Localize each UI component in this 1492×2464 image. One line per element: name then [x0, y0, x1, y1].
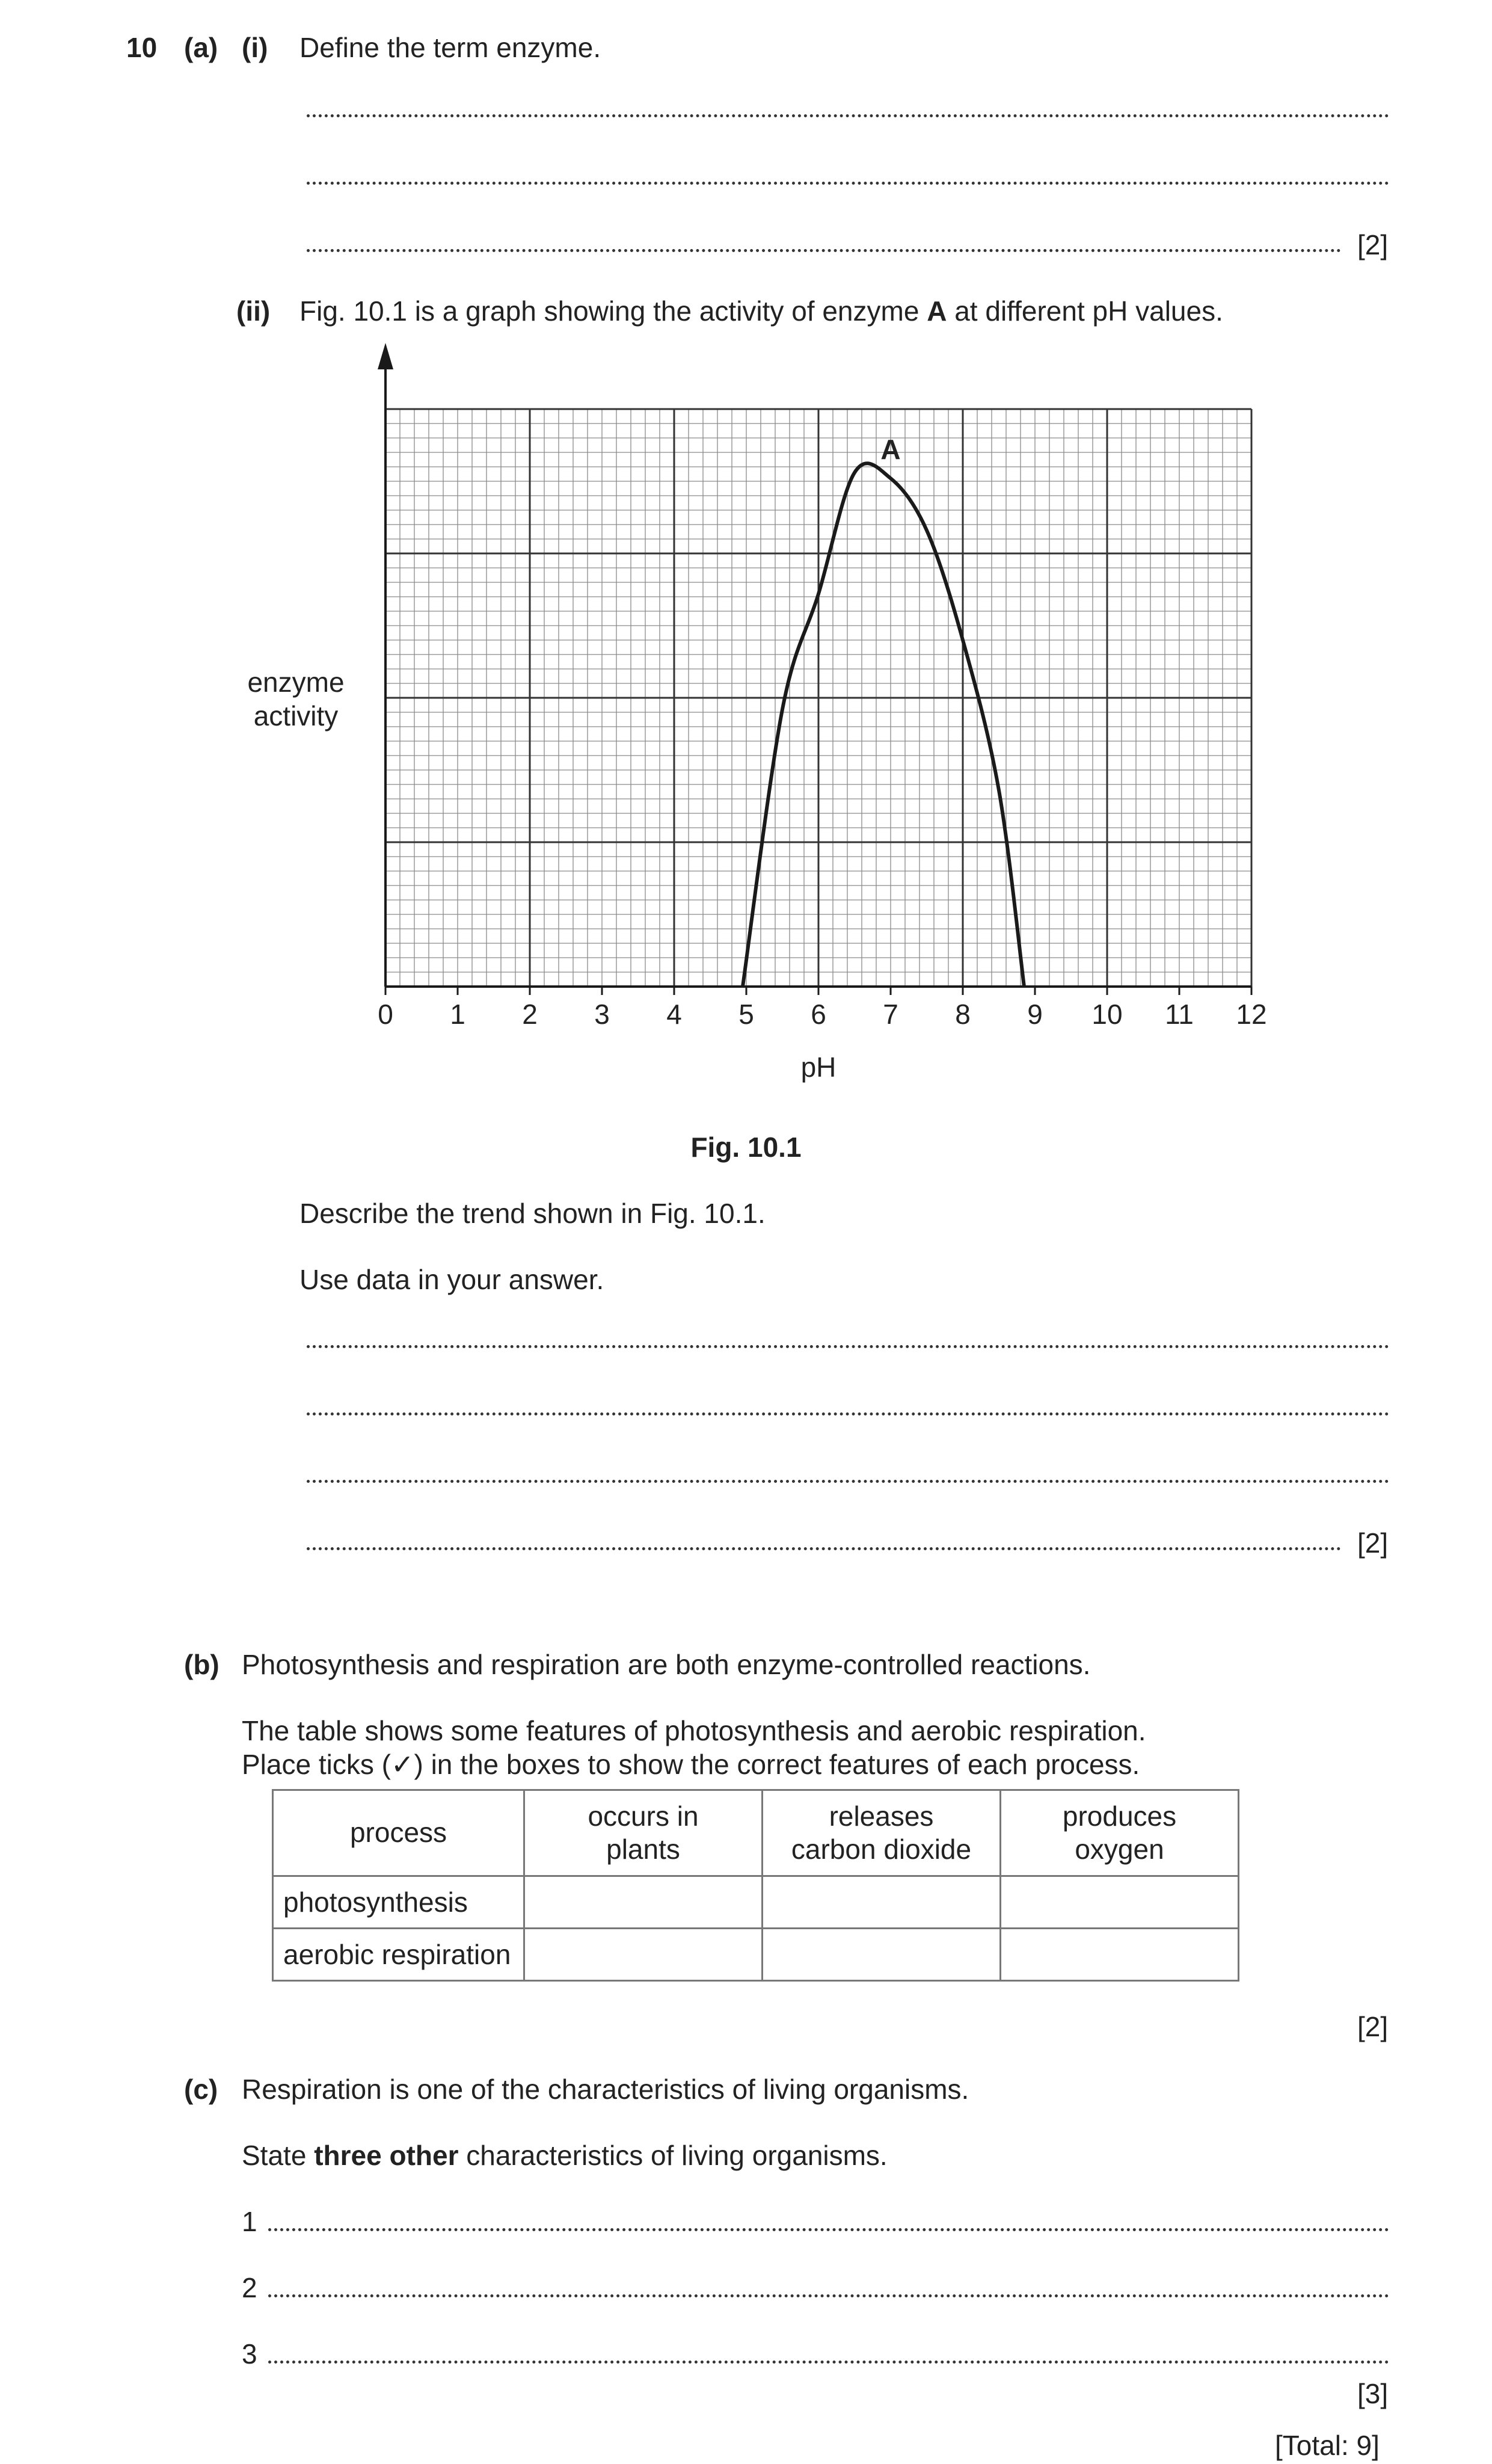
- subpart-ii-text-end: at different pH values.: [947, 295, 1223, 327]
- features-table: [272, 1789, 1239, 1982]
- part-a-label: (a): [184, 32, 218, 63]
- tick-box-photosynthesis-releases[interactable]: [763, 1876, 1001, 1929]
- table-intro-line2: Place ticks (✓) in the boxes to show the correct features of each process.: [242, 1749, 1140, 1780]
- state-text-start: State: [242, 2140, 315, 2171]
- x-tick-label: 4: [666, 999, 682, 1030]
- header-occurs-in-plants: [524, 1790, 763, 1876]
- y-axis-label-line2: activity: [253, 700, 339, 732]
- tick-box-respiration-produces[interactable]: [1001, 1929, 1239, 1981]
- x-tick-labels: [378, 987, 1266, 1030]
- tick-box-photosynthesis-occurs[interactable]: [524, 1876, 763, 1929]
- x-tick-label: 3: [594, 999, 610, 1030]
- answer-line-c-1[interactable]: [268, 2228, 1389, 2231]
- y-axis-label-line1: enzyme: [247, 667, 345, 698]
- answer-line-a-ii-1[interactable]: [307, 1345, 1389, 1348]
- x-tick-label: 9: [1027, 999, 1043, 1030]
- x-tick-label: 10: [1091, 999, 1123, 1030]
- table-intro-line1: The table shows some features of photosynthesis and aerobic respiration.: [242, 1715, 1146, 1746]
- row-label-photosynthesis: photosynthesis: [273, 1876, 524, 1929]
- header-produces-oxygen: [1001, 1790, 1239, 1876]
- peak-label-a: A: [880, 433, 901, 465]
- header-produces-line2: oxygen: [1075, 1834, 1164, 1865]
- answer-line-a-i-1[interactable]: [307, 114, 1389, 117]
- answer-line-a-i-3[interactable]: [307, 249, 1341, 252]
- answer-line-a-ii-2[interactable]: [307, 1412, 1389, 1415]
- subpart-ii-question: [299, 297, 1223, 325]
- x-tick-label: 6: [811, 999, 826, 1030]
- x-tick-label: 12: [1236, 999, 1267, 1030]
- marks-a-i: [2]: [1357, 229, 1389, 260]
- tick-box-photosynthesis-produces[interactable]: [1001, 1876, 1239, 1929]
- y-axis-arrow: [378, 343, 393, 369]
- state-text-bold: three other: [314, 2140, 459, 2171]
- tick-box-respiration-releases[interactable]: [763, 1929, 1001, 1981]
- header-produces-line1: produces: [1062, 1800, 1177, 1832]
- activity-curve: [743, 463, 1024, 987]
- table-row: [273, 1929, 1239, 1981]
- part-c-label: (c): [184, 2074, 218, 2105]
- header-releases-line1: releases: [829, 1800, 934, 1832]
- answer-line-c-3[interactable]: [268, 2361, 1389, 2364]
- question-number: 10: [126, 32, 158, 63]
- header-releases-line2: carbon dioxide: [791, 1834, 972, 1865]
- table-row: [273, 1876, 1239, 1929]
- answer-line-c-2[interactable]: [268, 2294, 1389, 2297]
- x-tick-label: 2: [522, 999, 538, 1030]
- marks-c: [3]: [1357, 2378, 1389, 2409]
- x-tick-label: 0: [378, 999, 393, 1030]
- x-tick-label: 5: [738, 999, 754, 1030]
- row-label-aerobic-respiration: aerobic respiration: [273, 1929, 524, 1981]
- subpart-i-label: (i): [242, 32, 268, 63]
- x-tick-label: 11: [1165, 999, 1194, 1030]
- answer-number-1: 1: [242, 2206, 257, 2237]
- x-tick-label: 7: [883, 999, 898, 1030]
- describe-instruction: Describe the trend shown in Fig. 10.1.: [299, 1198, 766, 1229]
- part-c-intro: Respiration is one of the characteristics of living organisms.: [242, 2074, 969, 2105]
- subpart-i-question: Define the term enzyme.: [299, 32, 601, 63]
- marks-a-ii: [2]: [1357, 1527, 1389, 1559]
- header-releases-co2: [763, 1790, 1001, 1876]
- answer-line-a-ii-3[interactable]: [307, 1480, 1389, 1483]
- x-axis-label: pH: [800, 1052, 837, 1083]
- subpart-ii-label: (ii): [236, 295, 271, 327]
- answer-number-3: 3: [242, 2338, 257, 2370]
- header-occurs-line1: occurs in: [588, 1800, 699, 1832]
- graph-axes: [378, 343, 1251, 987]
- header-occurs-line2: plants: [606, 1834, 680, 1865]
- answer-line-a-i-2[interactable]: [307, 182, 1389, 185]
- answer-number-2: 2: [242, 2272, 257, 2303]
- answer-line-a-ii-4[interactable]: [307, 1547, 1341, 1550]
- part-b-label: (b): [184, 1649, 220, 1680]
- total-marks: [Total: 9]: [1275, 2430, 1380, 2461]
- x-tick-label: 1: [450, 999, 465, 1030]
- state-text-end: characteristics of living organisms.: [458, 2140, 888, 2171]
- x-tick-label: 8: [955, 999, 971, 1030]
- tick-box-respiration-occurs[interactable]: [524, 1929, 763, 1981]
- header-process: process: [273, 1790, 524, 1876]
- enzyme-a-label: A: [927, 295, 947, 327]
- part-c-instruction: [242, 2142, 888, 2169]
- figure-caption: Fig. 10.1: [690, 1132, 802, 1163]
- part-b-intro: Photosynthesis and respiration are both enzyme-controlled reactions.: [242, 1649, 1091, 1680]
- marks-b: [2]: [1357, 2011, 1389, 2042]
- use-data-instruction: Use data in your answer.: [299, 1264, 604, 1295]
- enzyme-activity-graph: [216, 343, 1299, 1089]
- subpart-ii-text-start: Fig. 10.1 is a graph showing the activity of enzyme: [299, 295, 927, 327]
- table-header-row: [273, 1790, 1239, 1876]
